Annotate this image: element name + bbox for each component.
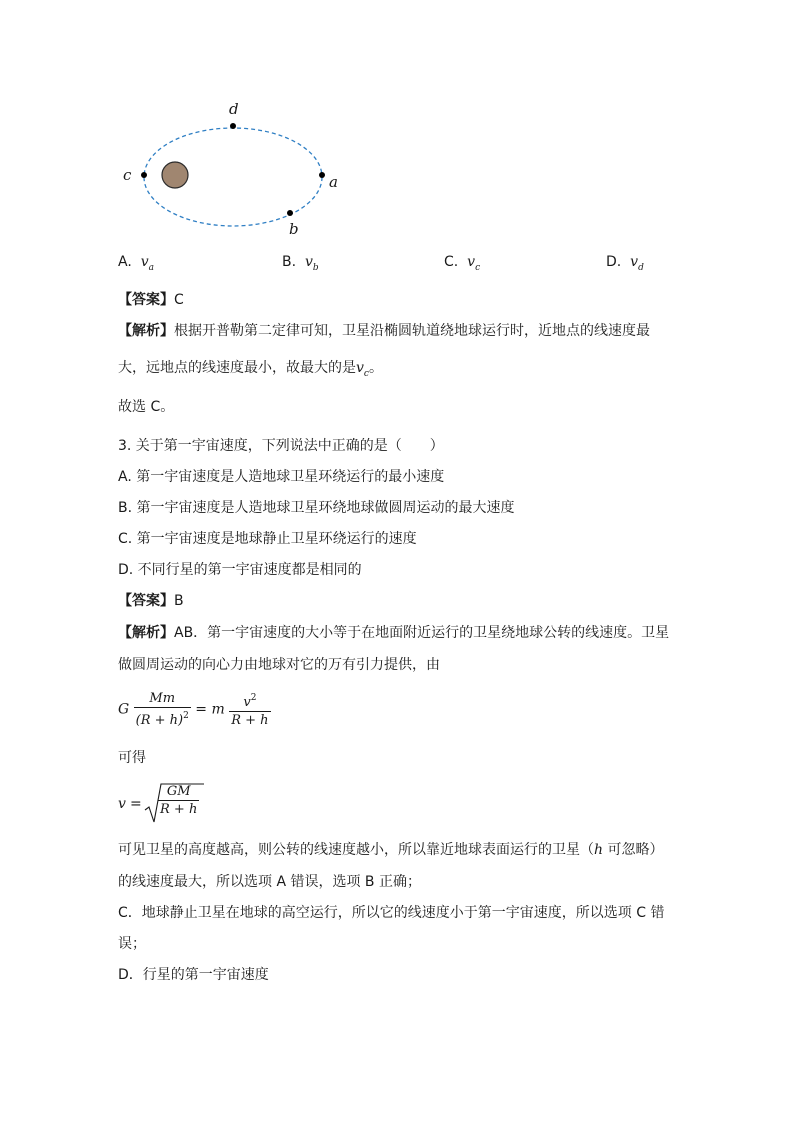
orbit-diagram [110,98,350,238]
point-a [319,172,325,178]
q2-option-d: D. $v_d$ [606,254,644,273]
point-b [287,210,293,216]
label-c: c [123,166,132,184]
gravity-equation: G $\frac{Mm}{(R + h)^2}$ = m $\frac{v^2}{R + h}$ [118,690,269,728]
q3-option-c: C. 第一宇宙速度是地球静止卫星环绕运行的速度 [118,531,417,547]
label-b: b [289,220,299,238]
q3-analysis-line2: 做圆周运动的向心力由地球对它的万有引力提供，由 [118,657,440,673]
q2-analysis-line2: 大，远地点的线速度最小，故最大的是$v_c$。 [118,360,383,379]
q3-para3: D．行星的第一宇宙速度 [118,967,269,983]
fraction-right: $\frac{v^2}{R + h}$ [229,690,270,729]
q2-option-b: B. $v_b$ [282,254,319,273]
can-get-text: 可得 [118,750,146,766]
q3-option-b: B. 第一宇宙速度是人造地球卫星环绕地球做圆周运动的最大速度 [118,500,515,516]
label-d: d [229,100,239,118]
earth-icon [162,162,188,188]
q3-stem: 3. 关于第一宇宙速度，下列说法中正确的是（ ） [118,438,444,454]
q2-option-a: A. $v_a$ [118,254,154,273]
q3-analysis-line1: 【解析】AB．第一宇宙速度的大小等于在地面附近运行的卫星绕地球公转的线速度。卫星 [118,625,670,641]
fraction-left: $\frac{Mm}{(R + h)^2}$ [135,690,189,728]
q3-answer: 【答案】B [118,593,184,609]
q3-para2-line1: C．地球静止卫星在地球的高空运行，所以它的线速度小于第一宇宙速度，所以选项 C 错 [118,905,665,921]
q3-option-a: A. 第一宇宙速度是人造地球卫星环绕运行的最小速度 [118,469,445,485]
q2-option-c: C. $v_c$ [444,254,481,273]
label-a: a [329,173,338,191]
point-d [230,123,236,129]
point-c [141,172,147,178]
q3-para1-line1: 可见卫星的高度越高，则公转的线速度越小，所以靠近地球表面运行的卫星（h 可忽略） [118,842,664,858]
q2-conclusion: 故选 C。 [118,399,175,415]
q3-option-d: D. 不同行星的第一宇宙速度都是相同的 [118,562,362,578]
q3-para1-line2: 的线速度最大，所以选项 A 错误，选项 B 正确； [118,874,421,890]
q2-analysis-line1: 【解析】根据开普勒第二定律可知，卫星沿椭圆轨道绕地球运行时，近地点的线速度最 [118,323,650,339]
q2-answer: 【答案】C [118,292,184,308]
q3-para2-line2: 误； [118,936,146,952]
